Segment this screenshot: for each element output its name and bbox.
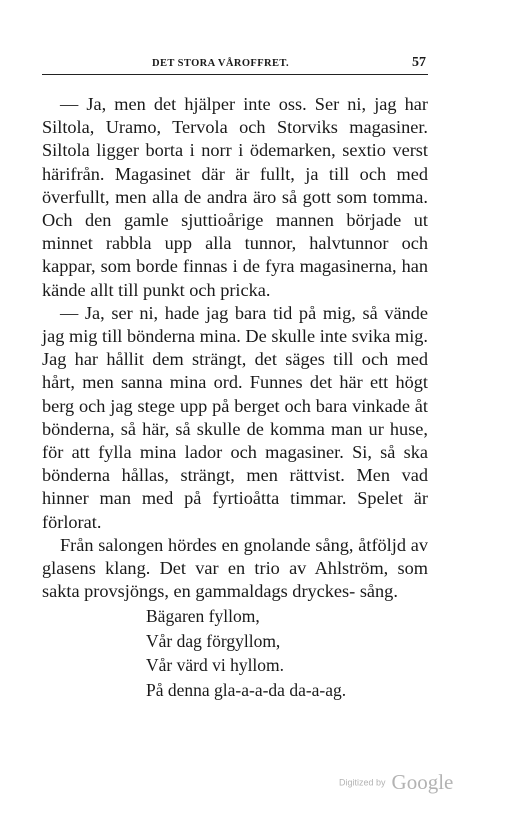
verse-line-2: Vår dag förgyllom, (146, 630, 281, 651)
verse-line-1: Bägaren fyllom, (146, 606, 260, 626)
verse-line-4: På denna gla-a-a-da da-a-ag. (146, 679, 347, 700)
page-number: 57 (412, 55, 426, 70)
paragraph-3: Från salongen hördes en gnolande sång, åtföljd av glasens klang. Det var en trio av Ahlström, som sakta provsjöngs, en gammaldags dryckes- sång. (42, 534, 428, 602)
paragraph-1: — Ja, men det hjälper inte oss. Ser ni, jag har Siltola, Uramo, Tervola och Storviks magasiner. Siltola ligger borta i norr i ödemarken, sextio verst härifrån. Magasinet där är fullt, ja till och med överfullt, men alla de andra äro så gott som tomma. Och den gamle sjuttioårige mannen började ut minnet rabbla upp alla tunnor, halvtunnor och kappar, som borde finnas i de fyra magasinerna, han kände allt till punkt och pricka. (42, 94, 428, 300)
watermark-prefix: Digitized by (339, 777, 386, 788)
digitization-watermark (339, 770, 453, 795)
watermark-brand: Google (391, 770, 454, 794)
paragraph-2: — Ja, ser ni, hade jag bara tid på mig, så vände jag mig till bönderna mina. De skulle inte svika mig. Jag har hållit dem strängt, det säges till och med hårt, men sanna mina ord. Funnes det här ett högt berg och jag stege upp på berget och bara vinkade åt bönderna, så här, så skulle de komma man ur huse, för att fylla mina lador och magasiner. Si, så ska bönderna hållas, strängt, men rättvist. Men vad hinner man med på fyrtioåtta timmar. Spelet är förlorat. (42, 302, 428, 532)
header-title: DET STORA VÅROFFRET. (152, 58, 290, 69)
verse-line-3: Vår värd vi hyllom. (146, 655, 285, 675)
running-header (42, 56, 428, 75)
song-verse (146, 604, 346, 702)
body-text (42, 93, 428, 603)
